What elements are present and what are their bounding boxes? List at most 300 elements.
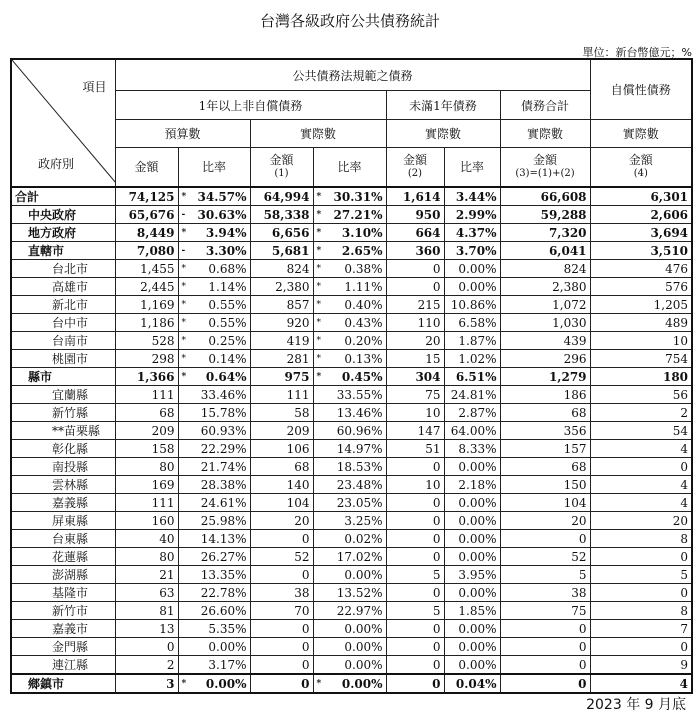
budget-amount: 160: [115, 512, 178, 530]
budget-rate: 3.17%: [178, 656, 250, 675]
col-rate-1: 比率: [178, 148, 250, 188]
rate-mark: *: [316, 263, 321, 274]
table-row: [11, 296, 692, 314]
budget-rate: 24.61%: [178, 494, 250, 512]
row-name: 基隆市: [11, 584, 115, 602]
actual-rate: * 30.31%: [313, 187, 386, 206]
budget-amount: 81: [115, 602, 178, 620]
budget-rate: 25.98%: [178, 512, 250, 530]
actual-amount: 0: [250, 638, 313, 656]
actual-header-3: 實際數: [500, 120, 590, 148]
self-liquidating-amount: 5: [590, 566, 692, 584]
actual-rate: 18.53%: [313, 458, 386, 476]
budget-header: 預算數: [115, 120, 250, 148]
rate-mark: *: [181, 678, 187, 689]
actual-amount: 64,994: [250, 187, 313, 206]
budget-amount: 1,186: [115, 314, 178, 332]
actual-header-2: 實際數: [386, 120, 500, 148]
table-row: [11, 350, 692, 368]
budget-rate: * 0.55%: [178, 296, 250, 314]
table-row: [11, 656, 692, 675]
group-self-debt: 自償性債務: [590, 59, 692, 120]
budget-rate: 14.13%: [178, 530, 250, 548]
col-amount-4: 金額 (3)=(1)+(2): [500, 148, 590, 188]
total-amount: 38: [500, 584, 590, 602]
self-liquidating-amount: 3,510: [590, 242, 692, 260]
sub-short-term: 未滿1年債務: [386, 91, 500, 120]
short-amount: 5: [386, 566, 444, 584]
short-rate: 0.00%: [444, 278, 500, 296]
actual-rate: * 0.43%: [313, 314, 386, 332]
col-amount-5: 金額 (4): [590, 148, 692, 188]
rate-mark: *: [316, 281, 321, 292]
budget-rate: * 3.94%: [178, 224, 250, 242]
actual-rate: 13.52%: [313, 584, 386, 602]
rate-mark: -: [181, 245, 186, 256]
total-amount: 59,288: [500, 206, 590, 224]
self-liquidating-amount: 4: [590, 494, 692, 512]
budget-rate: 26.27%: [178, 548, 250, 566]
col-rate-3: 比率: [444, 148, 500, 188]
row-name: 金門縣: [11, 638, 115, 656]
budget-amount: 209: [115, 422, 178, 440]
actual-amount: 0: [250, 656, 313, 675]
short-rate: 8.33%: [444, 440, 500, 458]
budget-amount: 111: [115, 386, 178, 404]
short-rate: 1.85%: [444, 602, 500, 620]
total-amount: 296: [500, 350, 590, 368]
row-name: 台北市: [11, 260, 115, 278]
page-title: 台灣各級政府公共債務統計: [259, 12, 440, 30]
short-rate: 0.00%: [444, 584, 500, 602]
actual-rate: 3.25%: [313, 512, 386, 530]
col-rate-2: 比率: [313, 148, 386, 188]
short-amount: 5: [386, 602, 444, 620]
total-amount: 104: [500, 494, 590, 512]
row-name: 嘉義市: [11, 620, 115, 638]
table-row: [11, 638, 692, 656]
table-row: [11, 548, 692, 566]
sub-total: 債務合計: [500, 91, 590, 120]
row-name: 台中市: [11, 314, 115, 332]
rate-mark: *: [181, 299, 186, 310]
row-name: 地方政府: [11, 224, 115, 242]
actual-amount: 419: [250, 332, 313, 350]
rate-mark: *: [316, 191, 322, 202]
actual-amount: 920: [250, 314, 313, 332]
actual-rate: 23.05%: [313, 494, 386, 512]
short-amount: 0: [386, 512, 444, 530]
row-name: 南投縣: [11, 458, 115, 476]
short-amount: 1,614: [386, 187, 444, 206]
self-liquidating-amount: 4: [590, 674, 692, 693]
actual-amount: 0: [250, 566, 313, 584]
actual-rate: 14.97%: [313, 440, 386, 458]
rate-mark: *: [181, 281, 186, 292]
rate-mark: *: [316, 353, 321, 364]
budget-rate: 13.35%: [178, 566, 250, 584]
row-name: 雲林縣: [11, 476, 115, 494]
col-amount-2: 金額 (1): [250, 148, 313, 188]
row-name: 宜蘭縣: [11, 386, 115, 404]
budget-rate: * 1.14%: [178, 278, 250, 296]
actual-rate: 13.46%: [313, 404, 386, 422]
table-row: [11, 187, 692, 206]
actual-rate: 23.48%: [313, 476, 386, 494]
actual-rate: 33.55%: [313, 386, 386, 404]
short-rate: 2.18%: [444, 476, 500, 494]
self-liquidating-amount: 10: [590, 332, 692, 350]
actual-amount: 5,681: [250, 242, 313, 260]
short-rate: 0.00%: [444, 530, 500, 548]
total-amount: 157: [500, 440, 590, 458]
short-amount: 0: [386, 674, 444, 693]
actual-amount: 857: [250, 296, 313, 314]
corner-bottom-label: 政府別: [38, 157, 75, 171]
date-footer: 2023 年 9 月底: [586, 697, 686, 713]
rate-mark: *: [316, 227, 322, 238]
total-amount: 68: [500, 404, 590, 422]
total-amount: 824: [500, 260, 590, 278]
short-amount: 664: [386, 224, 444, 242]
short-amount: 51: [386, 440, 444, 458]
short-amount: 360: [386, 242, 444, 260]
budget-rate: * 0.00%: [178, 674, 250, 693]
table-row: [11, 476, 692, 494]
group-legal-debt: 公共債務法規範之債務: [115, 59, 590, 91]
budget-amount: 2: [115, 656, 178, 675]
short-amount: 20: [386, 332, 444, 350]
actual-rate: 17.02%: [313, 548, 386, 566]
self-liquidating-amount: 754: [590, 350, 692, 368]
budget-rate: * 34.57%: [178, 187, 250, 206]
rate-mark: *: [316, 245, 322, 256]
budget-amount: 3: [115, 674, 178, 693]
actual-rate: 22.97%: [313, 602, 386, 620]
actual-amount: 20: [250, 512, 313, 530]
row-name: 新竹縣: [11, 404, 115, 422]
self-liquidating-amount: 7: [590, 620, 692, 638]
budget-rate: * 0.64%: [178, 368, 250, 386]
total-amount: 75: [500, 602, 590, 620]
table-row: [11, 422, 692, 440]
row-name: 花蓮縣: [11, 548, 115, 566]
budget-amount: 158: [115, 440, 178, 458]
budget-rate: 22.29%: [178, 440, 250, 458]
short-rate: 3.95%: [444, 566, 500, 584]
budget-rate: - 30.63%: [178, 206, 250, 224]
rate-mark: *: [181, 335, 186, 346]
actual-rate: * 0.38%: [313, 260, 386, 278]
short-rate: 3.44%: [444, 187, 500, 206]
row-name: 桃園市: [11, 350, 115, 368]
budget-amount: 0: [115, 638, 178, 656]
short-amount: 10: [386, 476, 444, 494]
self-liquidating-amount: 54: [590, 422, 692, 440]
short-rate: 3.70%: [444, 242, 500, 260]
table-row: [11, 584, 692, 602]
actual-amount: 58,338: [250, 206, 313, 224]
budget-amount: 68: [115, 404, 178, 422]
actual-amount: 52: [250, 548, 313, 566]
budget-amount: 63: [115, 584, 178, 602]
short-rate: 2.87%: [444, 404, 500, 422]
table-row: [11, 674, 692, 693]
debt-table: [10, 58, 693, 694]
budget-amount: 7,080: [115, 242, 178, 260]
actual-amount: 0: [250, 530, 313, 548]
self-liquidating-amount: 4: [590, 440, 692, 458]
total-amount: 150: [500, 476, 590, 494]
total-amount: 0: [500, 638, 590, 656]
rate-mark: *: [181, 371, 187, 382]
total-amount: 52: [500, 548, 590, 566]
short-amount: 215: [386, 296, 444, 314]
table-row: [11, 620, 692, 638]
actual-amount: 68: [250, 458, 313, 476]
budget-amount: 13: [115, 620, 178, 638]
self-liquidating-amount: 1,205: [590, 296, 692, 314]
actual-rate: 0.02%: [313, 530, 386, 548]
short-rate: 10.86%: [444, 296, 500, 314]
budget-rate: 60.93%: [178, 422, 250, 440]
self-liquidating-amount: 2,606: [590, 206, 692, 224]
budget-rate: * 0.55%: [178, 314, 250, 332]
self-liquidating-amount: 180: [590, 368, 692, 386]
short-rate: 2.99%: [444, 206, 500, 224]
actual-amount: 209: [250, 422, 313, 440]
budget-amount: 8,449: [115, 224, 178, 242]
short-rate: 0.00%: [444, 548, 500, 566]
row-name: 嘉義縣: [11, 494, 115, 512]
budget-amount: 1,455: [115, 260, 178, 278]
budget-rate: 33.46%: [178, 386, 250, 404]
actual-header-1: 實際數: [250, 120, 386, 148]
actual-rate: * 3.10%: [313, 224, 386, 242]
budget-rate: 26.60%: [178, 602, 250, 620]
row-name: 澎湖縣: [11, 566, 115, 584]
budget-amount: 1,366: [115, 368, 178, 386]
row-name: **苗栗縣: [11, 422, 115, 440]
actual-rate: * 0.40%: [313, 296, 386, 314]
rate-mark: *: [316, 335, 321, 346]
table-row: [11, 386, 692, 404]
short-amount: 147: [386, 422, 444, 440]
table-row: [11, 566, 692, 584]
rate-mark: *: [316, 678, 322, 689]
actual-rate: 0.00%: [313, 638, 386, 656]
budget-amount: 80: [115, 548, 178, 566]
table-row: [11, 206, 692, 224]
row-name: 新北市: [11, 296, 115, 314]
actual-rate: * 0.00%: [313, 674, 386, 693]
actual-header-4: 實際數: [590, 120, 692, 148]
self-liquidating-amount: 0: [590, 584, 692, 602]
budget-amount: 74,125: [115, 187, 178, 206]
short-rate: 24.81%: [444, 386, 500, 404]
short-amount: 0: [386, 638, 444, 656]
actual-amount: 140: [250, 476, 313, 494]
self-liquidating-amount: 489: [590, 314, 692, 332]
actual-rate: * 0.13%: [313, 350, 386, 368]
actual-amount: 106: [250, 440, 313, 458]
short-amount: 0: [386, 530, 444, 548]
budget-amount: 111: [115, 494, 178, 512]
total-amount: 6,041: [500, 242, 590, 260]
total-amount: 7,320: [500, 224, 590, 242]
self-liquidating-amount: 0: [590, 458, 692, 476]
row-name: 連江縣: [11, 656, 115, 675]
unit-note: 單位：新台幣億元；%: [582, 46, 692, 59]
self-liquidating-amount: 476: [590, 260, 692, 278]
rate-mark: *: [316, 317, 321, 328]
self-liquidating-amount: 4: [590, 476, 692, 494]
table-row: [11, 242, 692, 260]
self-liquidating-amount: 0: [590, 548, 692, 566]
rate-mark: *: [316, 209, 322, 220]
short-rate: 0.00%: [444, 494, 500, 512]
row-name: 直轄市: [11, 242, 115, 260]
self-liquidating-amount: 0: [590, 638, 692, 656]
budget-amount: 40: [115, 530, 178, 548]
actual-amount: 975: [250, 368, 313, 386]
row-name: 台南市: [11, 332, 115, 350]
self-liquidating-amount: 20: [590, 512, 692, 530]
col-amount-1: 金額: [115, 148, 178, 188]
table-row: [11, 278, 692, 296]
short-amount: 10: [386, 404, 444, 422]
short-rate: 1.87%: [444, 332, 500, 350]
actual-amount: 58: [250, 404, 313, 422]
actual-rate: * 27.21%: [313, 206, 386, 224]
short-rate: 0.00%: [444, 656, 500, 675]
rate-mark: *: [181, 263, 186, 274]
actual-rate: 0.00%: [313, 656, 386, 675]
short-rate: 4.37%: [444, 224, 500, 242]
actual-amount: 111: [250, 386, 313, 404]
budget-rate: 22.78%: [178, 584, 250, 602]
total-amount: 356: [500, 422, 590, 440]
total-amount: 66,608: [500, 187, 590, 206]
actual-amount: 104: [250, 494, 313, 512]
total-amount: 0: [500, 656, 590, 675]
short-amount: 0: [386, 548, 444, 566]
budget-rate: * 0.14%: [178, 350, 250, 368]
short-amount: 15: [386, 350, 444, 368]
total-amount: 0: [500, 620, 590, 638]
header-corner: [11, 59, 115, 187]
short-rate: 0.00%: [444, 620, 500, 638]
self-liquidating-amount: 9: [590, 656, 692, 675]
table-row: [11, 404, 692, 422]
budget-rate: 21.74%: [178, 458, 250, 476]
short-rate: 0.00%: [444, 512, 500, 530]
budget-amount: 80: [115, 458, 178, 476]
total-amount: 439: [500, 332, 590, 350]
row-name: 彰化縣: [11, 440, 115, 458]
rate-mark: *: [316, 299, 321, 310]
total-amount: 1,030: [500, 314, 590, 332]
table-row: [11, 530, 692, 548]
table-row: [11, 314, 692, 332]
row-name: 台東縣: [11, 530, 115, 548]
short-rate: 0.04%: [444, 674, 500, 693]
budget-amount: 298: [115, 350, 178, 368]
short-amount: 0: [386, 278, 444, 296]
short-rate: 6.58%: [444, 314, 500, 332]
total-amount: 20: [500, 512, 590, 530]
total-amount: 1,279: [500, 368, 590, 386]
short-rate: 1.02%: [444, 350, 500, 368]
row-name: 合計: [11, 187, 115, 206]
table-row: [11, 494, 692, 512]
short-amount: 75: [386, 386, 444, 404]
short-amount: 0: [386, 494, 444, 512]
self-liquidating-amount: 56: [590, 386, 692, 404]
actual-amount: 70: [250, 602, 313, 620]
self-liquidating-amount: 3,694: [590, 224, 692, 242]
table-row: [11, 458, 692, 476]
short-rate: 0.00%: [444, 458, 500, 476]
short-rate: 0.00%: [444, 260, 500, 278]
table-row: [11, 332, 692, 350]
total-amount: 0: [500, 530, 590, 548]
actual-rate: * 0.20%: [313, 332, 386, 350]
total-amount: 1,072: [500, 296, 590, 314]
table-row: [11, 602, 692, 620]
short-rate: 64.00%: [444, 422, 500, 440]
total-amount: 68: [500, 458, 590, 476]
actual-rate: 60.96%: [313, 422, 386, 440]
actual-amount: 38: [250, 584, 313, 602]
rate-mark: *: [181, 353, 186, 364]
actual-amount: 0: [250, 620, 313, 638]
self-liquidating-amount: 6,301: [590, 187, 692, 206]
budget-amount: 528: [115, 332, 178, 350]
budget-rate: 28.38%: [178, 476, 250, 494]
corner-top-label: 項目: [82, 80, 107, 94]
budget-rate: 0.00%: [178, 638, 250, 656]
actual-amount: 0: [250, 674, 313, 693]
row-name: 新竹市: [11, 602, 115, 620]
rate-mark: *: [181, 317, 186, 328]
sub-long-term: 1年以上非自償債務: [115, 91, 386, 120]
table-row: [11, 368, 692, 386]
actual-rate: 0.00%: [313, 620, 386, 638]
short-amount: 0: [386, 620, 444, 638]
short-amount: 0: [386, 260, 444, 278]
total-amount: 186: [500, 386, 590, 404]
table-row: [11, 512, 692, 530]
short-amount: 304: [386, 368, 444, 386]
total-amount: 5: [500, 566, 590, 584]
actual-amount: 2,380: [250, 278, 313, 296]
short-amount: 950: [386, 206, 444, 224]
row-name: 中央政府: [11, 206, 115, 224]
table-row: [11, 440, 692, 458]
budget-rate: * 0.25%: [178, 332, 250, 350]
actual-rate: * 1.11%: [313, 278, 386, 296]
short-amount: 0: [386, 656, 444, 675]
actual-amount: 6,656: [250, 224, 313, 242]
self-liquidating-amount: 576: [590, 278, 692, 296]
table-row: [11, 260, 692, 278]
actual-amount: 824: [250, 260, 313, 278]
budget-rate: 15.78%: [178, 404, 250, 422]
short-rate: 0.00%: [444, 638, 500, 656]
budget-amount: 169: [115, 476, 178, 494]
short-amount: 0: [386, 458, 444, 476]
